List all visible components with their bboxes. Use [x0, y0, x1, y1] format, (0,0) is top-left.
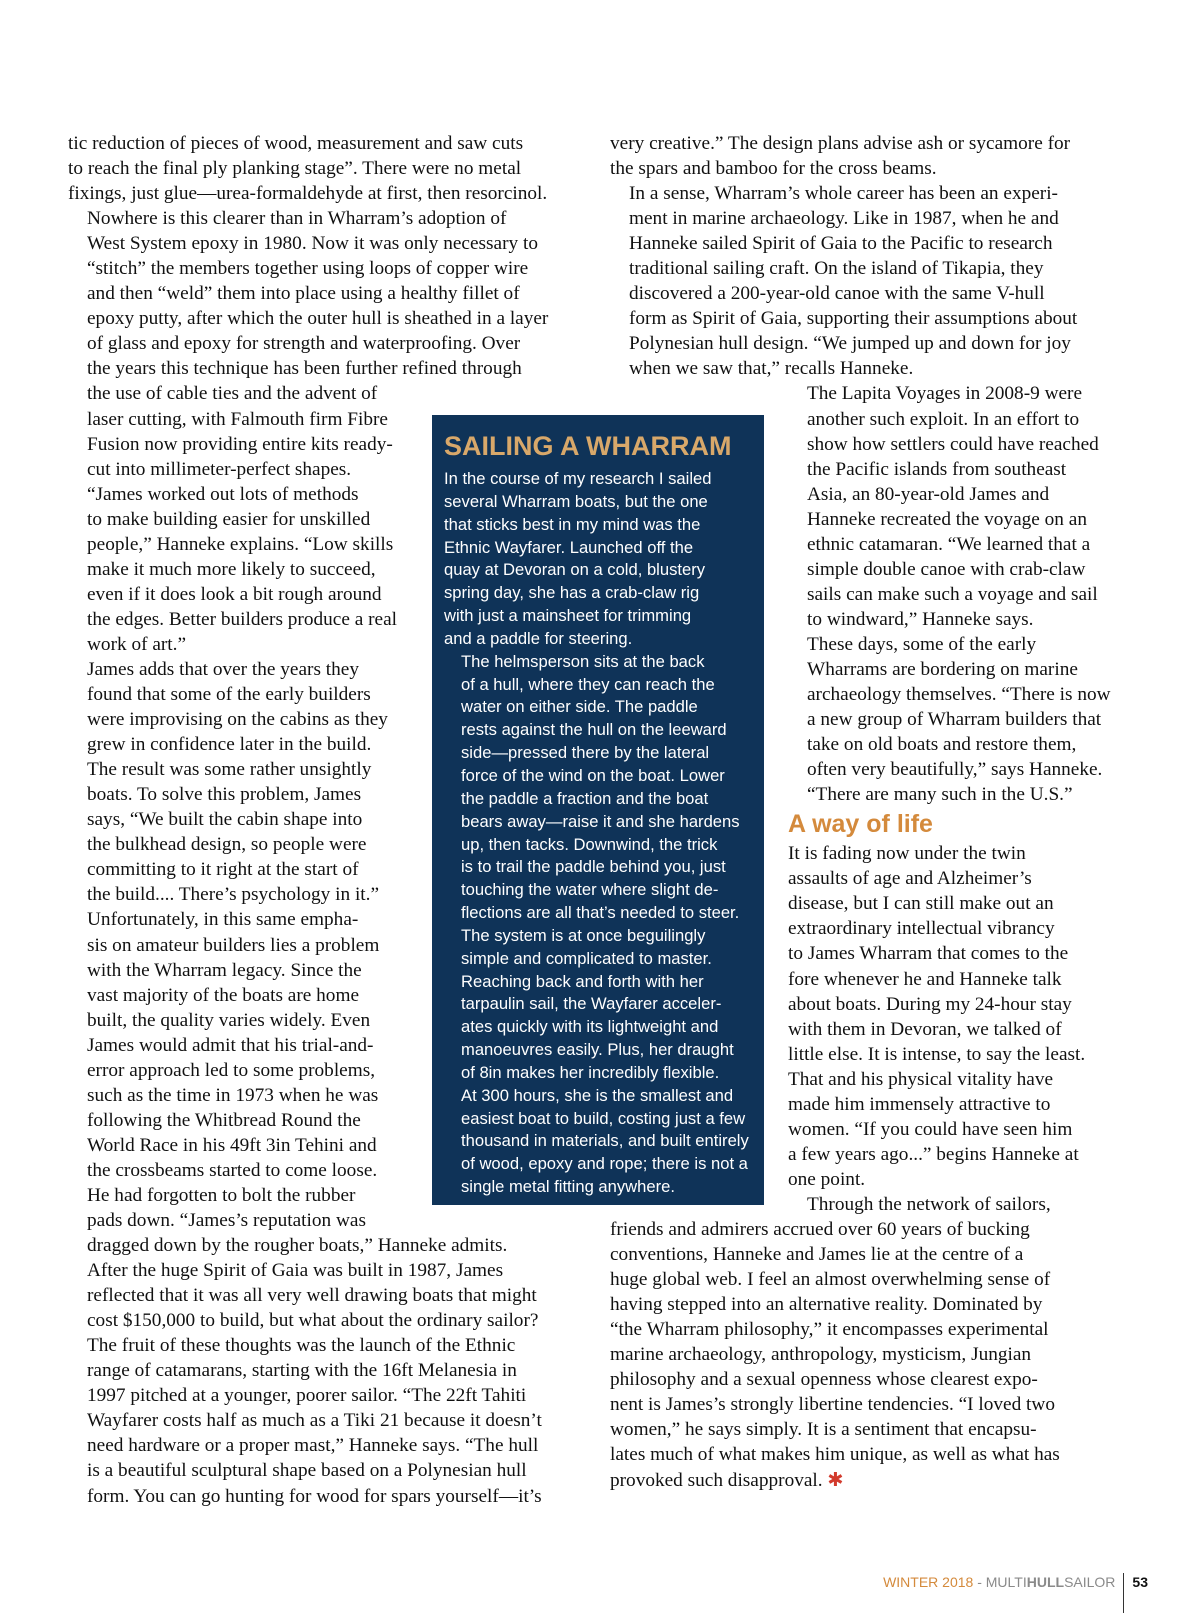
- paragraph: [788, 632, 1130, 807]
- paragraph: [788, 381, 1130, 631]
- paragraph: [788, 1192, 1130, 1217]
- footer-magazine-name-1: MULTI: [985, 1574, 1027, 1590]
- sidebar-body: [444, 468, 752, 1199]
- text-line: ment in marine archaeology. Like in 1987, when he and: [629, 208, 1059, 230]
- text-line: Hanneke sailed Spirit of Gaia to the Pacific to research: [629, 233, 1053, 255]
- text-line: James adds that over the years they: [87, 658, 359, 680]
- text-line: Polynesian hull design. “We jumped up and down for joy: [629, 333, 1071, 355]
- text-line: of a hull, where they can reach the: [461, 674, 715, 694]
- text-line: several Wharram boats, but the one: [444, 491, 708, 511]
- text-line: the build.... There’s psychology in it.”: [87, 884, 380, 906]
- text-line: side—pressed there by the lateral: [461, 743, 710, 763]
- text-line: the bulkhead design, so people were: [87, 834, 367, 856]
- text-line: archaeology themselves. “There is now: [807, 684, 1111, 706]
- text-line: committing to it right at the start of: [87, 859, 359, 881]
- text-line: Wharrams are bordering on marine: [807, 658, 1078, 680]
- text-line: cost $150,000 to build, but what about the ordinary sailor?: [87, 1310, 539, 1332]
- paragraph: [68, 1258, 588, 1508]
- text-line: spring day, she has a crab-claw rig: [444, 583, 700, 603]
- text-line: error approach led to some problems,: [87, 1059, 376, 1081]
- text-line: water on either side. The paddle: [461, 697, 698, 717]
- text-line: vast majority of the boats are home: [87, 984, 359, 1006]
- footer-separator: -: [973, 1574, 986, 1590]
- text-line: Reaching back and forth with her: [461, 971, 704, 991]
- text-line: to James Wharram that comes to the: [788, 943, 1069, 965]
- page-number: 53: [1132, 1574, 1148, 1590]
- text-line: He had forgotten to bolt the rubber: [87, 1184, 356, 1206]
- text-line: range of catamarans, starting with the 16ft Melanesia in: [87, 1360, 517, 1382]
- text-line: people,” Hanneke explains. “Low skills: [87, 533, 394, 555]
- text-line: a few years ago...” begins Hanneke at: [788, 1143, 1079, 1165]
- text-line: the Pacific islands from southeast: [807, 458, 1067, 480]
- text-line: that sticks best in my mind was the: [444, 514, 701, 534]
- paragraph: [68, 131, 588, 206]
- text-line: simple and complicated to master.: [461, 948, 712, 968]
- right-column-narrow: [788, 381, 1130, 1217]
- text-line: little else. It is intense, to say the least.: [788, 1043, 1086, 1065]
- text-line: extraordinary intellectual vibrancy: [788, 918, 1055, 940]
- text-line: dragged down by the rougher boats,” Hanneke admits.: [87, 1235, 508, 1257]
- text-line: [610, 1292, 1130, 1317]
- text-line-content: conventions, Hanneke and James lie at the centre of a: [610, 1244, 1024, 1266]
- text-line: work of art.”: [87, 633, 187, 655]
- text-line: Ethnic Wayfarer. Launched off the: [444, 537, 694, 557]
- text-line: [610, 1392, 1130, 1417]
- text-line: [610, 1417, 1130, 1442]
- text-line: force of the wind on the boat. Lower: [461, 765, 725, 785]
- text-line: women. “If you could have seen him: [788, 1118, 1073, 1140]
- text-line: sails can make such a voyage and sail: [807, 583, 1098, 605]
- text-line: discovered a 200-year-old canoe with the same V-hull: [629, 283, 1045, 305]
- text-line: grew in confidence later in the build.: [87, 734, 372, 756]
- text-line: Wayfarer costs half as much as a Tiki 21 because it doesn’t: [87, 1410, 542, 1432]
- text-line: At 300 hours, she is the smallest and: [461, 1085, 734, 1105]
- text-line: [610, 1467, 1130, 1493]
- text-line: In a sense, Wharram’s whole career has been an experi-: [629, 183, 1058, 205]
- text-line: of 8in makes her incredibly flexible.: [461, 1062, 720, 1082]
- page-footer: [883, 1573, 1148, 1613]
- text-line-content: “the Wharram philosophy,” it encompasses experimental: [610, 1319, 1049, 1341]
- text-line: the crossbeams started to come loose.: [87, 1159, 378, 1181]
- text-line: to windward,” Hanneke says.: [807, 608, 1034, 630]
- text-line: made him immensely attractive to: [788, 1093, 1051, 1115]
- text-line: laser cutting, with Falmouth firm Fibre: [87, 408, 388, 430]
- text-line: pads down. “James’s reputation was: [87, 1210, 366, 1232]
- text-line: flections are all that’s needed to steer.: [461, 903, 740, 923]
- right-column-narrow-text: [788, 381, 1130, 807]
- paragraph: [610, 181, 1130, 381]
- text-line: That and his physical vitality have: [788, 1068, 1054, 1090]
- text-line: The helmsperson sits at the back: [461, 651, 705, 671]
- text-line: boats. To solve this problem, James: [87, 784, 362, 806]
- text-line: “There are many such in the U.S.”: [807, 784, 1073, 806]
- text-line: West System epoxy in 1980. Now it was only necessary to: [87, 233, 538, 255]
- text-line: quay at Devoran on a cold, blustery: [444, 560, 706, 580]
- text-line: [610, 1342, 1130, 1367]
- right-column-after-subhead: [788, 841, 1130, 1217]
- text-line: up, then tacks. Downwind, the trick: [461, 834, 718, 854]
- text-line: often very beautifully,” says Hanneke.: [807, 759, 1103, 781]
- paragraph: [788, 841, 1130, 1192]
- text-line: and then “weld” them into place using a healthy fillet of: [87, 283, 520, 305]
- text-line: when we saw that,” recalls Hanneke.: [629, 358, 914, 380]
- text-line: even if it does look a bit rough around: [87, 583, 382, 605]
- text-line: Unfortunately, in this same empha-: [87, 909, 359, 931]
- text-line-content: philosophy and a sexual openness whose clearest expo-: [610, 1369, 1038, 1391]
- text-line: take on old boats and restore them,: [807, 734, 1077, 756]
- right-column-bottom: [610, 1217, 1130, 1494]
- text-line: is to trail the paddle behind you, just: [461, 857, 726, 877]
- right-column-top: [610, 131, 1130, 381]
- paragraph: [444, 651, 752, 971]
- text-line: easiest boat to build, costing just a few: [461, 1108, 746, 1128]
- text-line: disease, but I can still make out an: [788, 893, 1054, 915]
- text-line: following the Whitbread Round the: [87, 1109, 361, 1131]
- text-line: sis on amateur builders lies a problem: [87, 934, 380, 956]
- paragraph: [610, 1217, 1130, 1494]
- text-line: James would admit that his trial-and-: [87, 1034, 374, 1056]
- text-line: such as the time in 1973 when he was: [87, 1084, 379, 1106]
- text-line: assaults of age and Alzheimer’s: [788, 868, 1032, 890]
- text-line: thousand in materials, and built entirely: [461, 1131, 749, 1151]
- text-line: the spars and bamboo for the cross beams.: [610, 158, 937, 180]
- text-line: were improvising on the cabins as they: [87, 709, 388, 731]
- text-line: [610, 1367, 1130, 1392]
- text-line: says, “We built the cabin shape into: [87, 809, 363, 831]
- text-line-content: provoked such disapproval.: [610, 1470, 823, 1492]
- text-line: The result was some rather unsightly: [87, 759, 372, 781]
- text-line: with them in Devoran, we talked of: [788, 1018, 1062, 1040]
- text-line: 1997 pitched at a younger, poorer sailor. “The 22ft Tahiti: [87, 1385, 527, 1407]
- text-line: traditional sailing craft. On the island of Tikapia, they: [629, 258, 1044, 280]
- text-line: of glass and epoxy for strength and waterproofing. Over: [87, 333, 521, 355]
- text-line: [610, 1217, 1130, 1242]
- text-line: Fusion now providing entire kits ready-: [87, 433, 393, 455]
- text-line: built, the quality varies widely. Even: [87, 1009, 371, 1031]
- text-line: Nowhere is this clearer than in Wharram’s adoption of: [87, 208, 507, 230]
- end-mark-icon: ✱: [827, 1468, 844, 1492]
- text-line: The Lapita Voyages in 2008-9 were: [807, 383, 1083, 405]
- text-line: The fruit of these thoughts was the launch of the Ethnic: [87, 1335, 516, 1357]
- text-line: the edges. Better builders produce a real: [87, 608, 397, 630]
- text-line: bears away—raise it and she hardens: [461, 811, 740, 831]
- text-line: of wood, epoxy and rope; there is not a: [461, 1154, 748, 1174]
- text-line: [610, 1242, 1130, 1267]
- text-line: ethnic catamaran. “We learned that a: [807, 533, 1091, 555]
- text-line: form. You can go hunting for wood for spars yourself—it’s: [87, 1485, 542, 1507]
- text-line: the paddle a fraction and the boat: [461, 788, 709, 808]
- paragraph: [610, 131, 1130, 181]
- text-line: need hardware or a proper mast,” Hanneke says. “The hull: [87, 1435, 539, 1457]
- text-line-content: having stepped into an alternative reality. Dominated by: [610, 1294, 1043, 1316]
- text-line: and a paddle for steering.: [444, 628, 633, 648]
- text-line: with the Wharram legacy. Since the: [87, 959, 362, 981]
- text-line: In the course of my research I sailed: [444, 469, 712, 488]
- text-line: touching the water where slight de-: [461, 880, 719, 900]
- text-line: tarpaulin sail, the Wayfarer acceler-: [461, 994, 722, 1014]
- text-line: “James worked out lots of methods: [87, 483, 359, 505]
- text-line-content: marine archaeology, anthropology, mysticism, Jungian: [610, 1344, 1032, 1366]
- text-line: is a beautiful sculptural shape based on a Polynesian hull: [87, 1460, 527, 1482]
- text-line: [610, 1267, 1130, 1292]
- footer-magazine-name-3: SAILOR: [1064, 1574, 1116, 1590]
- text-line-content: nent is James’s strongly libertine tendencies. “I loved two: [610, 1394, 1055, 1416]
- text-line-content: lates much of what makes him unique, as well as what has: [610, 1444, 1060, 1466]
- paragraph: [444, 971, 752, 1199]
- footer-season: WINTER 2018: [883, 1574, 974, 1590]
- text-line: [610, 1317, 1130, 1342]
- text-line: rests against the hull on the leeward: [461, 720, 727, 740]
- sidebar-title: SAILING A WHARRAM: [444, 431, 732, 461]
- section-subhead: A way of life: [788, 810, 933, 839]
- text-line: form as Spirit of Gaia, supporting their assumptions about: [629, 308, 1078, 330]
- text-line: These days, some of the early: [807, 633, 1037, 655]
- text-line: cut into millimeter-perfect shapes.: [87, 458, 352, 480]
- text-line: one point.: [788, 1168, 866, 1190]
- text-line: Hanneke recreated the voyage on an: [807, 508, 1087, 530]
- text-line: It is fading now under the twin: [788, 843, 1026, 865]
- text-line: The system is at once beguilingly: [461, 925, 706, 945]
- footer-divider: [1123, 1573, 1124, 1613]
- text-line: show how settlers could have reached: [807, 433, 1099, 455]
- text-line: single metal fitting anywhere.: [461, 1177, 675, 1197]
- text-line: “stitch” the members together using loops of copper wire: [87, 258, 529, 280]
- text-line: a new group of Wharram builders that: [807, 709, 1102, 731]
- text-line: the years this technique has been further refined through: [87, 358, 522, 380]
- text-line-content: friends and admirers accrued over 60 years of bucking: [610, 1218, 1030, 1240]
- text-line: tic reduction of pieces of wood, measurement and saw cuts: [68, 133, 524, 154]
- text-line-content: women,” he says simply. It is a sentiment that encapsu-: [610, 1419, 1037, 1441]
- text-line: After the huge Spirit of Gaia was built in 1987, James: [87, 1260, 504, 1282]
- text-line: about boats. During my 24-hour stay: [788, 993, 1072, 1015]
- text-line: with just a mainsheet for trimming: [444, 606, 692, 626]
- sidebar-box: [432, 415, 764, 1205]
- text-line: another such exploit. In an effort to: [807, 408, 1080, 430]
- text-line: to reach the final ply planking stage”. There were no metal: [68, 158, 522, 180]
- text-line: very creative.” The design plans advise ash or sycamore for: [610, 133, 1071, 154]
- paragraph: [444, 468, 752, 651]
- text-line: fixings, just glue—urea-formaldehyde at first, then resorcinol.: [68, 183, 548, 205]
- footer-magazine-name-2: HULL: [1026, 1574, 1065, 1590]
- text-line: fore whenever he and Hanneke talk: [788, 968, 1062, 990]
- text-line: Asia, an 80-year-old James and: [807, 483, 1050, 505]
- text-line-content: huge global web. I feel an almost overwhelming sense of: [610, 1269, 1051, 1291]
- text-line: [610, 1442, 1130, 1467]
- text-line: ates quickly with its lightweight and: [461, 1017, 719, 1037]
- text-line: Through the network of sailors,: [807, 1193, 1051, 1215]
- text-line: manoeuvres easily. Plus, her draught: [461, 1040, 734, 1060]
- text-line: epoxy putty, after which the outer hull is sheathed in a layer: [87, 308, 549, 330]
- text-line: the use of cable ties and the advent of: [87, 383, 378, 405]
- text-line: World Race in his 49ft 3in Tehini and: [87, 1134, 377, 1156]
- text-line: found that some of the early builders: [87, 684, 371, 706]
- text-line: simple double canoe with crab-claw: [807, 558, 1086, 580]
- text-line: reflected that it was all very well drawing boats that might: [87, 1285, 537, 1307]
- text-line: to make building easier for unskilled: [87, 508, 371, 530]
- text-line: make it much more likely to succeed,: [87, 558, 376, 580]
